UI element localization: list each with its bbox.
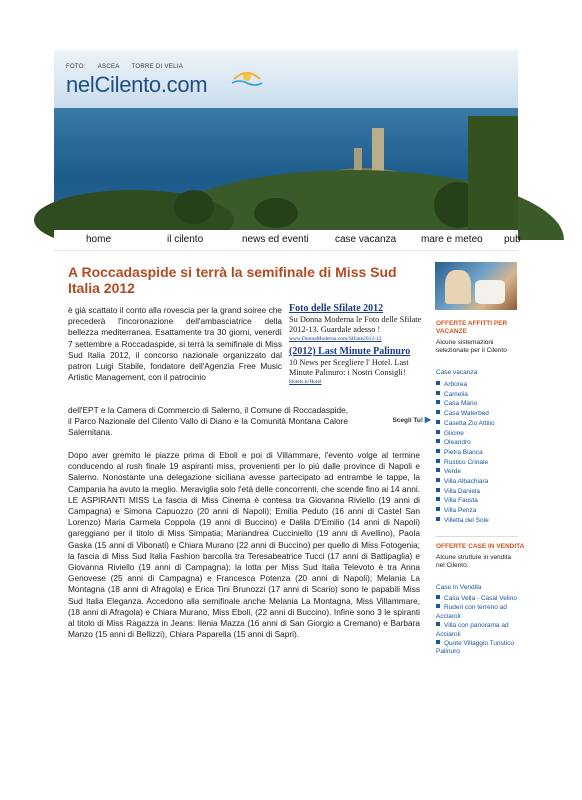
article-paragraph-1-cont: dell'EPT e la Camera di Commercio di Salerno, il Comune di Roccadaspide, il Parco Nazionale del Cilento Vallo di Diano e la Comunità Montana Calore Salernitana. bbox=[68, 405, 348, 438]
sponsored-links bbox=[289, 303, 431, 424]
photo-place1: ASCEA bbox=[97, 64, 120, 70]
sidebar-divider bbox=[436, 536, 518, 537]
site-logo[interactable]: nelCilento.com bbox=[66, 72, 208, 97]
photo-place2: TORRE DI VELIA bbox=[131, 64, 184, 70]
sales-description: Alcune strutture in vendita nel Cilento. bbox=[436, 554, 512, 569]
header-banner bbox=[54, 50, 518, 230]
ad2-title[interactable]: (2012) Last Minute Palinuro bbox=[289, 346, 411, 357]
sales-heading: OFFERTE CASE IN VENDITA bbox=[436, 543, 525, 550]
sidebar-photo[interactable] bbox=[435, 262, 517, 310]
ad1-url[interactable]: www.DonnaModerna.com/Sfilate2012-13 bbox=[289, 336, 382, 342]
bullet-icon bbox=[436, 507, 440, 511]
nav-home[interactable]: home bbox=[86, 234, 112, 245]
article-paragraph-1: è già scattato il conto alla rovescia per la grand soiree che precederà l'incoronazione dell'ambasciatrice della bellezza mediterranea. Esattamente tra 30 giorni, venerdì 7 settembre a Roccadaspide, si terrà la semifinale di Miss Sud Italia 2012, il concorso nazionale organizzato dal patron Luigi Stabile, fondatore dell'Agenzia Free Music Artistic Management, con il patrocinio bbox=[68, 305, 282, 383]
banner-tree-right bbox=[468, 116, 518, 230]
nav-case-vacanza[interactable]: case vacanza bbox=[335, 234, 397, 245]
rental-link[interactable]: Rustico Crinale bbox=[436, 458, 520, 468]
sun-wave-logo-icon bbox=[230, 69, 264, 85]
rental-link[interactable]: Villa Fausta bbox=[436, 496, 520, 506]
rental-link[interactable]: Villa Daniela bbox=[436, 487, 520, 497]
rental-link[interactable]: Casa Waterbed bbox=[436, 409, 520, 419]
bullet-icon bbox=[436, 381, 440, 385]
article-title: A Roccadaspide si terrà la semifinale di Miss Sud Italia 2012 bbox=[68, 264, 397, 296]
sale-link[interactable]: Villa con panorama ad Acciaroli bbox=[436, 622, 509, 638]
bullet-icon bbox=[436, 449, 440, 453]
bullet-icon bbox=[436, 517, 440, 521]
ad2-text: 10 News per Scegliere l' Hotel. Last Minute Palinuro: i Nostri Consigli! bbox=[289, 358, 409, 377]
main-nav bbox=[54, 230, 521, 250]
nav-mare-e-meteo[interactable]: mare e meteo bbox=[421, 234, 483, 245]
banner-tree bbox=[254, 198, 298, 228]
bullet-icon bbox=[436, 622, 440, 626]
bullet-icon bbox=[436, 640, 440, 644]
bullet-icon bbox=[436, 459, 440, 463]
photo-object bbox=[475, 280, 505, 304]
bullet-icon bbox=[436, 468, 440, 472]
rental-link[interactable]: Villa Penza bbox=[436, 506, 520, 516]
rental-link[interactable]: Camelia bbox=[436, 390, 520, 400]
nav-divider bbox=[54, 250, 518, 251]
bullet-icon bbox=[436, 410, 440, 414]
ad-choice-label: Scegli Tu! bbox=[392, 417, 424, 424]
rentals-description: Alcune sistemazioni selezionate per il Cilento bbox=[436, 339, 507, 354]
sale-link[interactable]: Ruderi con terreno ad Acciaroli bbox=[436, 604, 507, 620]
bullet-icon bbox=[436, 420, 440, 424]
rental-link[interactable]: Casetta Zio Attilio bbox=[436, 419, 520, 429]
banner-tree bbox=[174, 190, 214, 224]
rental-link[interactable]: Villa Albachiara bbox=[436, 477, 520, 487]
ad1-text: Su Donna Moderna le Foto delle Sfilate 2012-13. Guardale adesso ! bbox=[289, 315, 422, 334]
sales-list bbox=[436, 595, 520, 658]
sale-link[interactable]: Casa Vella - Casal Velino bbox=[436, 595, 520, 603]
rentals-subheading: Case vacanza bbox=[436, 369, 478, 376]
ad1-title[interactable]: Foto delle Sfilate 2012 bbox=[289, 303, 384, 314]
rental-link[interactable]: Oleandro bbox=[436, 438, 520, 448]
banner-tower bbox=[372, 128, 384, 174]
nav-pub[interactable]: pub bbox=[504, 234, 521, 245]
photo-label: FOTO: bbox=[66, 64, 86, 70]
article-paragraph-2: Dopo aver gremito le piazze prima di Eboli e poi di Villammare, l'evento volge al termine conducendo al rush finale 19 aspiranti miss, provenienti per lo più dalle province di Napoli e Salerno. Nonostante una delegazione siciliana avesse partecipato ad entrambe le tappe, la Campania ha avuto la meglio. Meraviglia solo l'età delle concorrenti, che scende fino ai 14 anni. LE ASPIRANTI MISS La fascia di Miss Cinema è contesa tra Giovanna Riviello (19 anni di Campagna) e Simona Capuozzo (20 anni di Napoli); Emilia Peduto (16 anni di Castel San Lorenzo) Maria Carmela Coppola (19 anni di Buccino) e Dalila D'Emilio (14 anni di Napoli) gareggiano per il titolo di Miss Simpatia; Mariandrea Cucciniello (19 anni di Avellino), Paola Gaska (15 anni di Vibonati) e Chiara Murano (22 anni di Buccino) per quello di Miss Fotogenia; la fascia di Miss Sud Italia Fashion barcolla tra Teresabeatrice Tucci (17 anni di Battipaglia) e Giovanna Riviello (19 anni di Campagna); la lotta per Miss Sud Italia Televoto è tra Anna Genovese (25 anni di Campagna) e Francesca Potenza (20 anni di Napoli); Melania La Montagna (18 anni di Afragola) e Erica Tini Brunozzi (17 anni di Scario) sono le papabili Miss Sud Italia Eleganza. Accedono alla semifinale anche Melania La Montagna, Miss Villammare, (18 anni di Afragola) e Chiara Murano, Miss Eboli, (22 anni di Buccino). Infine sono 3 le spiranti al titolo di Miss Ragazza in Jeans: Ilenia Mazza (16 anni di San Giorgio a Cremano) e Barbara Manzo (15 anni di Bellizzi), Chiara Paparella (15 anni di Sapri). bbox=[68, 450, 420, 640]
rental-link[interactable]: Verde bbox=[436, 467, 520, 477]
bullet-icon bbox=[436, 488, 440, 492]
rentals-list bbox=[436, 380, 520, 526]
bullet-icon bbox=[436, 478, 440, 482]
rental-link[interactable]: Glicine bbox=[436, 429, 520, 439]
photo-caption bbox=[66, 64, 195, 70]
arrow-right-icon: ▶ bbox=[424, 415, 431, 424]
rentals-heading: OFFERTE AFFITTI PER VACANZE bbox=[436, 320, 508, 335]
bullet-icon bbox=[436, 595, 440, 599]
sale-link[interactable]: Quote Villaggio Turistico Palinuro bbox=[436, 640, 514, 656]
rental-link[interactable]: Villetta del Sole bbox=[436, 516, 520, 526]
rental-link[interactable]: Arborea bbox=[436, 380, 520, 390]
bullet-icon bbox=[436, 497, 440, 501]
nav-news-ed-eventi[interactable]: news ed eventi bbox=[242, 234, 309, 245]
rental-link[interactable]: Pietra Bianca bbox=[436, 448, 520, 458]
photo-figure bbox=[445, 270, 471, 304]
bullet-icon bbox=[436, 604, 440, 608]
ad-choice[interactable] bbox=[392, 415, 431, 424]
rental-link[interactable]: Casa Mario bbox=[436, 399, 520, 409]
nav-il-cilento[interactable]: il cilento bbox=[167, 234, 204, 245]
bullet-icon bbox=[436, 430, 440, 434]
bullet-icon bbox=[436, 439, 440, 443]
ad2-url[interactable]: Hotels.it/Hotel bbox=[289, 379, 322, 385]
bullet-icon bbox=[436, 391, 440, 395]
sales-subheading: Case in Vendita bbox=[436, 584, 482, 591]
bullet-icon bbox=[436, 400, 440, 404]
